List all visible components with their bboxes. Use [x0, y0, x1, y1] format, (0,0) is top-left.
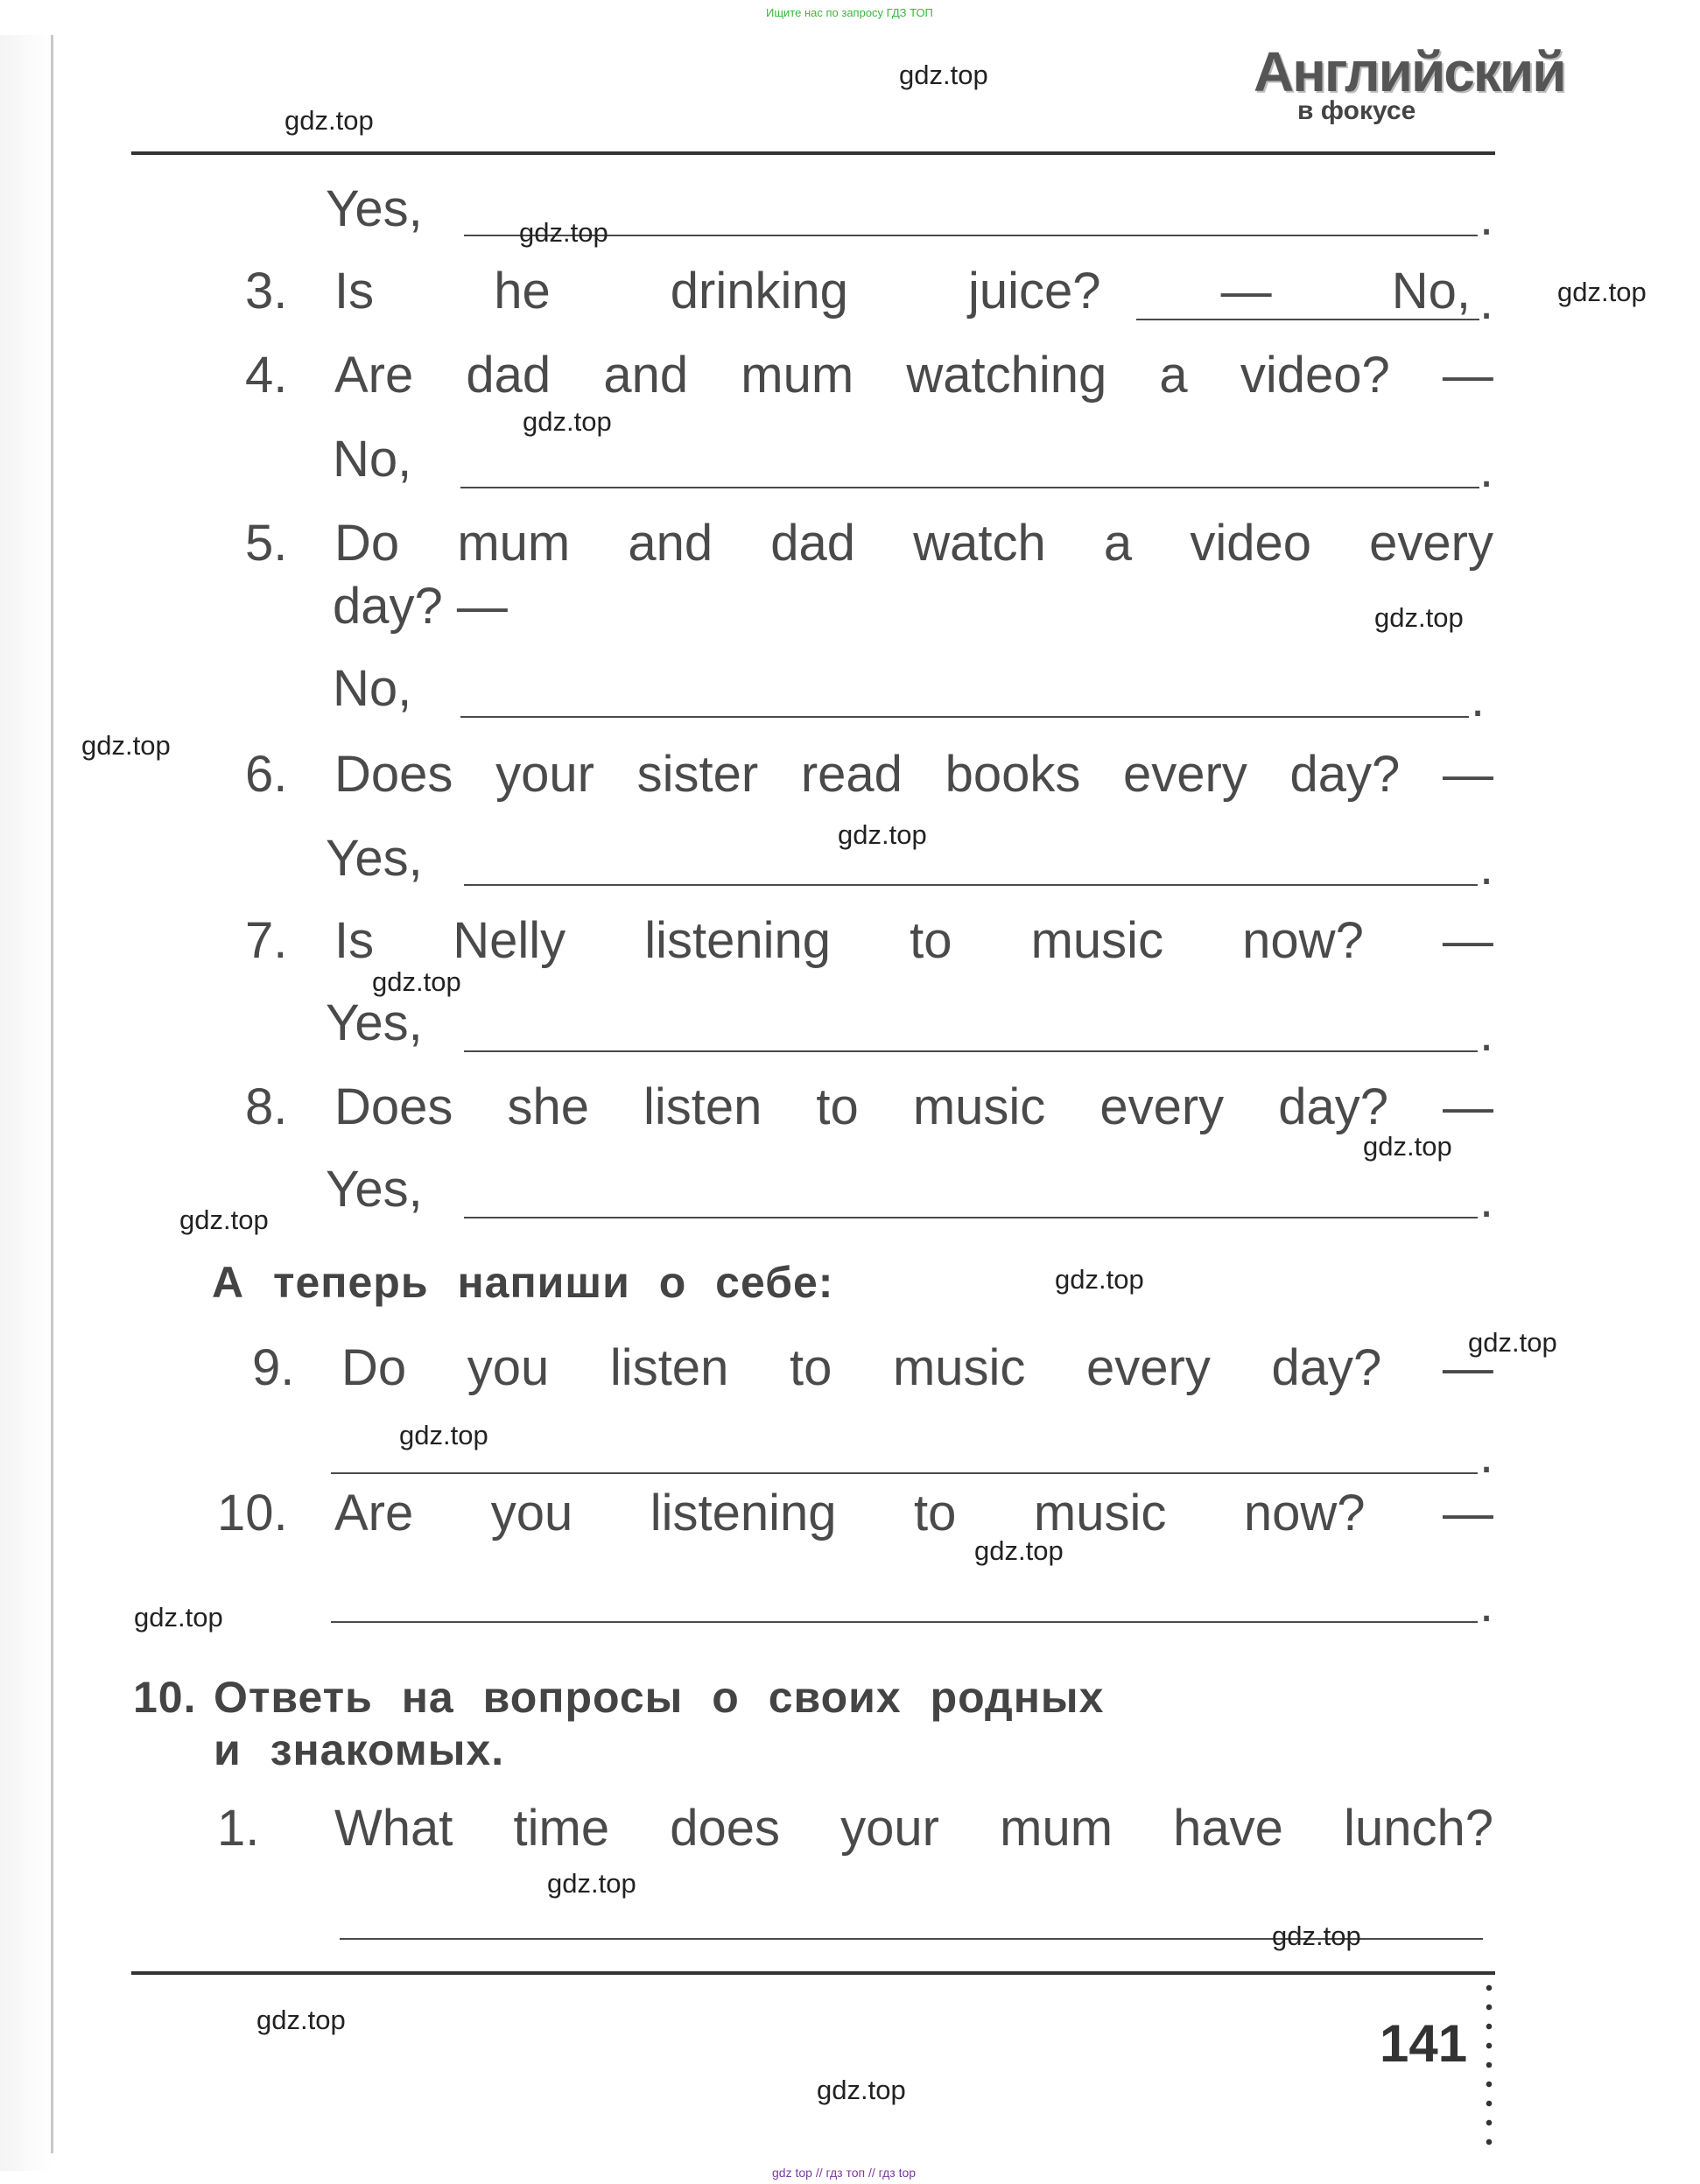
exercise-10-heading-line1: Ответь на вопросы о своих родных [214, 1673, 1105, 1722]
word: every [1369, 515, 1493, 572]
watermark: gdz.top [974, 1535, 1064, 1566]
answer-blank-7[interactable] [464, 1050, 1478, 1052]
answer-dot-6: . [1479, 839, 1494, 895]
footer-rule [131, 1971, 1495, 1975]
word: you [467, 1339, 550, 1396]
word: time [513, 1800, 610, 1857]
word: does [670, 1800, 781, 1857]
answer-dot-7: . [1479, 1005, 1494, 1062]
word: Do [341, 1339, 407, 1396]
question-5-line2: day? — [333, 578, 508, 635]
watermark: gdz.top [399, 1420, 488, 1450]
word: to [910, 912, 952, 969]
exercise-10-heading-line2: и знакомых. [214, 1725, 505, 1774]
watermark: gdz.top [547, 1868, 636, 1899]
word: juice? [968, 263, 1101, 320]
watermark: gdz.top [817, 2075, 906, 2105]
word: Nelly [453, 912, 566, 969]
word: video [1190, 515, 1311, 572]
word: to [816, 1078, 859, 1135]
watermark: gdz.top [1363, 1131, 1452, 1162]
word: Does [334, 1078, 453, 1135]
answer-prefix-5: No, [333, 660, 412, 717]
word: mum [457, 515, 571, 572]
answer-prefix-8: Yes, [326, 1161, 423, 1218]
answer-blank-8[interactable] [464, 1217, 1478, 1218]
answer-dot-9: . [1479, 1427, 1494, 1484]
watermark: gdz.top [1468, 1327, 1557, 1358]
question-number: 3. [245, 263, 288, 320]
answer-dot-3: . [1479, 273, 1494, 330]
watermark: gdz.top [1055, 1264, 1144, 1295]
word: your [840, 1800, 939, 1857]
question-number: 5. [245, 515, 288, 572]
book-logo [1254, 40, 1565, 131]
answer-prefix-2: Yes, [326, 180, 423, 237]
word: listen [643, 1078, 762, 1135]
answer-prefix-6: Yes, [326, 830, 423, 887]
question-4 [245, 347, 1493, 404]
word: every [1123, 746, 1247, 803]
word: now? [1243, 1485, 1366, 1541]
book-spine-edge [51, 35, 53, 2153]
question-9 [245, 1339, 1493, 1396]
word: listen [609, 1339, 729, 1396]
word: Does [334, 746, 453, 803]
word: have [1173, 1800, 1283, 1857]
question-number: 6. [245, 746, 288, 803]
word: — [1442, 1339, 1493, 1396]
word: music [1030, 912, 1164, 969]
watermark: gdz.top [256, 2005, 346, 2035]
word: to [914, 1485, 957, 1541]
question-5 [245, 515, 1493, 572]
word: — [1442, 912, 1493, 969]
word: now? [1242, 912, 1364, 969]
word: and [603, 347, 689, 404]
exercise-10-question-1 [217, 1800, 1493, 1857]
answer-dot-10: . [1479, 1576, 1494, 1633]
about-yourself-heading: А теперь напиши о себе: [212, 1258, 834, 1307]
answer-dot-8: . [1479, 1171, 1494, 1228]
word: watch [913, 515, 1046, 572]
word: you [490, 1485, 573, 1541]
answer-prefix-4: No, [333, 431, 412, 488]
word: listening [650, 1485, 837, 1541]
word: day? [1271, 1339, 1382, 1396]
word: music [892, 1339, 1026, 1396]
watermark: gdz.top [1557, 277, 1647, 307]
watermark: gdz.top [134, 1602, 223, 1633]
word: — [1220, 263, 1272, 320]
answer-blank-9[interactable] [331, 1472, 1478, 1474]
watermark: gdz.top [838, 819, 927, 850]
word: books [945, 746, 1081, 803]
answer-blank-4[interactable] [460, 487, 1479, 488]
watermark: gdz.top [1272, 1921, 1361, 1951]
top-note: Ищите нас по запросу ГДЗ ТОП [766, 6, 933, 19]
answer-blank-2[interactable] [464, 235, 1478, 236]
word: listening [644, 912, 832, 969]
watermark: gdz.top [523, 406, 612, 437]
word: — [1443, 1078, 1493, 1135]
logo-title: Английский [1254, 40, 1565, 103]
word: Are [334, 1485, 414, 1541]
question-number: 4. [245, 347, 288, 404]
word: dad [466, 347, 551, 404]
watermark: gdz.top [285, 105, 374, 136]
header-rule [131, 151, 1495, 155]
word: to [789, 1339, 832, 1396]
question-number: 1. [217, 1800, 260, 1857]
word: — [1443, 1485, 1493, 1541]
exercise-10-number: 10. [133, 1673, 197, 1722]
page-number: 141 [1380, 2014, 1468, 2073]
question-number: 10. [217, 1485, 288, 1541]
answer-dot-5: . [1471, 671, 1486, 727]
word: mum [741, 347, 854, 404]
word: she [507, 1078, 589, 1135]
word: every [1086, 1339, 1211, 1396]
answer-blank-3[interactable] [1136, 319, 1479, 320]
word: video? [1240, 347, 1390, 404]
word: Is [334, 912, 375, 969]
watermark: gdz.top [372, 966, 461, 997]
footer-note: gdz top // гдз топ // гдз top [772, 2166, 917, 2180]
word: mum [1000, 1800, 1113, 1857]
word: and [628, 515, 713, 572]
answer-dot-2: . [1479, 189, 1494, 246]
answer-prefix-7: Yes, [326, 994, 423, 1051]
question-number: 9. [252, 1339, 295, 1396]
word: What [334, 1800, 453, 1857]
answer-blank-10[interactable] [331, 1621, 1478, 1623]
watermark: gdz.top [81, 730, 171, 761]
watermark: gdz.top [1374, 602, 1464, 633]
question-8 [245, 1078, 1493, 1135]
word: read [800, 746, 903, 803]
word: watching [906, 347, 1107, 404]
watermark: gdz.top [179, 1204, 269, 1235]
word: he [494, 263, 551, 320]
word: a [1159, 347, 1188, 404]
word: your [495, 746, 594, 803]
word: No, [1391, 263, 1471, 320]
answer-dot-4: . [1479, 441, 1494, 498]
word: Is [334, 263, 375, 320]
word: day? [1289, 746, 1401, 803]
word: lunch? [1344, 1800, 1493, 1857]
word: — [1443, 746, 1493, 803]
question-number: 8. [245, 1078, 288, 1135]
word: day? [1278, 1078, 1388, 1135]
watermark: gdz.top [519, 217, 608, 248]
question-3 [245, 263, 1471, 320]
question-10 [217, 1485, 1493, 1541]
watermark: gdz.top [899, 60, 988, 90]
answer-blank-6[interactable] [464, 884, 1478, 886]
book-spine-shadow [0, 35, 54, 2171]
word: Do [334, 515, 400, 572]
word: dad [770, 515, 856, 572]
question-6 [245, 746, 1493, 803]
question-7 [245, 912, 1493, 969]
page-edge-dots [1486, 1978, 1493, 2153]
word: drinking [670, 263, 848, 320]
question-number: 7. [245, 912, 288, 969]
answer-blank-5[interactable] [460, 716, 1469, 718]
word: every [1099, 1078, 1225, 1135]
word: sister [636, 746, 759, 803]
logo-subtitle: в фокусе [1297, 96, 1416, 125]
word: — [1442, 347, 1493, 404]
word: music [912, 1078, 1046, 1135]
word: music [1033, 1485, 1167, 1541]
word: a [1103, 515, 1133, 572]
word: Are [334, 347, 414, 404]
